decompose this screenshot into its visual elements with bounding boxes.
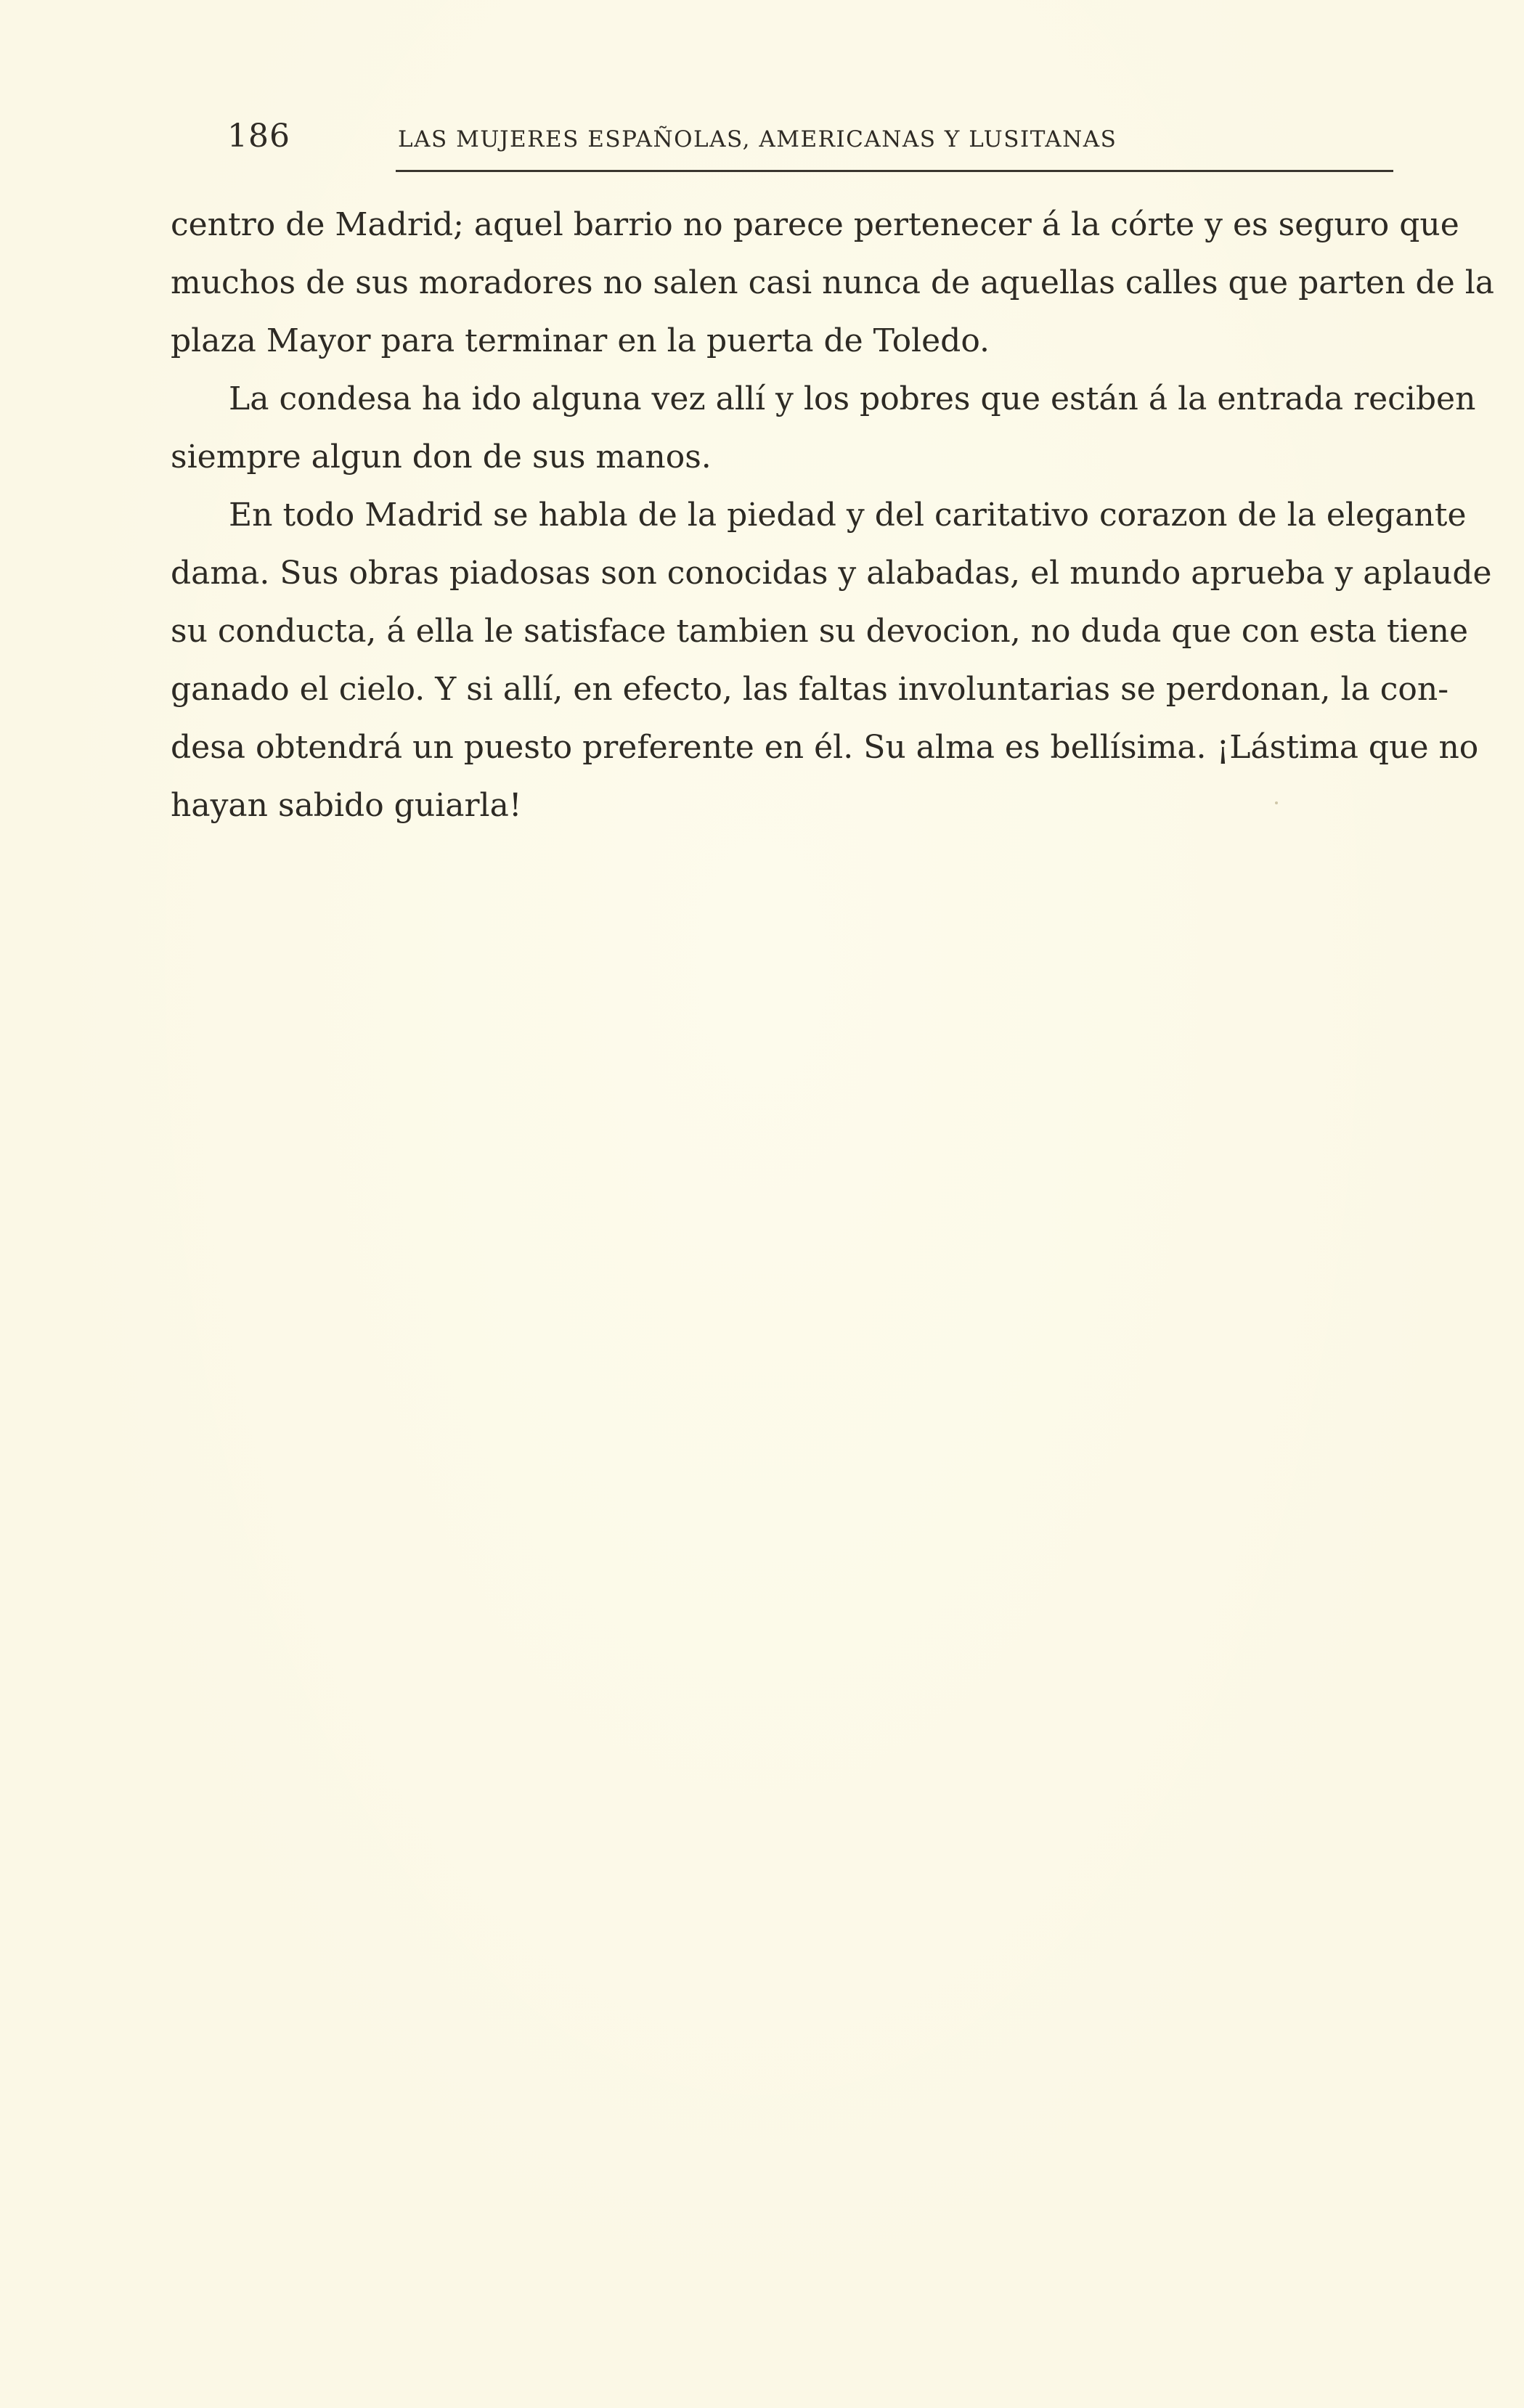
text-line: siempre algun don de sus manos. (171, 438, 712, 476)
header-rule (396, 170, 1393, 172)
running-head (171, 118, 1438, 176)
text-line: La condesa ha ido alguna vez allí y los pobres que están á la entrada reciben (229, 380, 1476, 417)
running-title: LAS MUJERES ESPAÑOLAS, AMERICANAS Y LUSITANAS (398, 126, 1117, 152)
text-line: plaza Mayor para terminar en la puerta de Toledo. (171, 322, 990, 359)
page-number: 186 (227, 118, 290, 155)
text-line: dama. Sus obras piadosas son conocidas y alabadas, el mundo aprueba y aplaude (171, 555, 1492, 592)
paper-speck (1275, 801, 1278, 804)
body-text (171, 196, 1495, 835)
text-line: su conducta, á ella le satisface tambien su devocion, no duda que con esta tiene (171, 613, 1469, 650)
text-line: hayan sabido guiarla! (171, 787, 522, 824)
text-line: ganado el cielo. Y si allí, en efecto, las faltas involuntarias se perdonan, la con- (171, 671, 1449, 708)
text-line: centro de Madrid; aquel barrio no parece pertenecer á la córte y es seguro que (171, 206, 1459, 243)
text-line: muchos de sus moradores no salen casi nunca de aquellas calles que parten de la (171, 264, 1495, 301)
text-line: desa obtendrá un puesto preferente en él. Su alma es bellísima. ¡Lástima que no (171, 729, 1479, 766)
text-line: En todo Madrid se habla de la piedad y del caritativo corazon de la elegante (229, 497, 1467, 534)
